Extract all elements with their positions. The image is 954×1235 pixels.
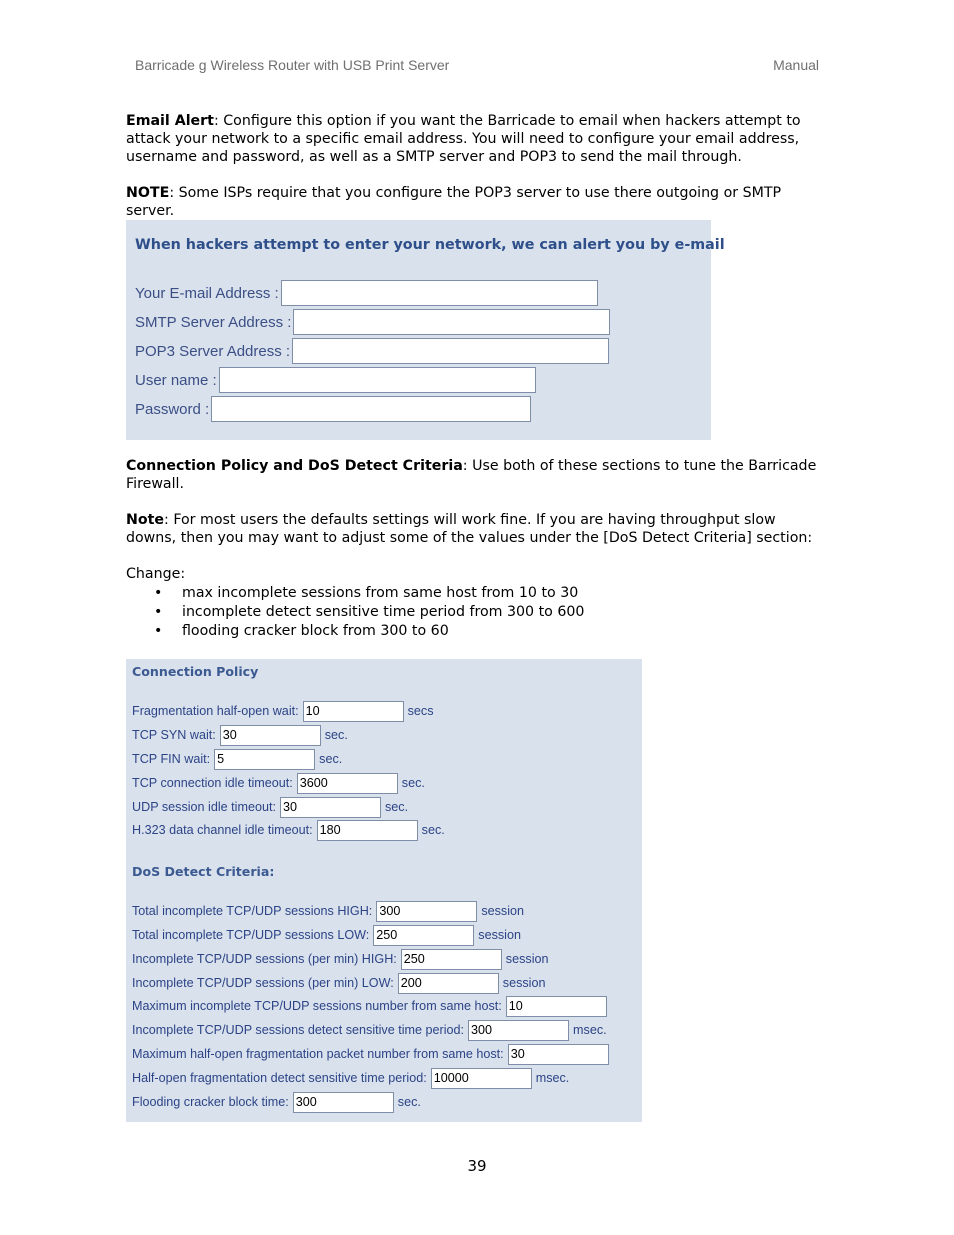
h323-idle-timeout-input[interactable]	[317, 820, 418, 841]
tcp-idle-timeout-unit: sec.	[401, 776, 425, 790]
dos-detect-title: DoS Detect Criteria:	[132, 864, 275, 879]
email-alert-term: Email Alert	[126, 113, 214, 129]
per-min-low-label: Incomplete TCP/UDP sessions (per min) LOW:	[132, 976, 394, 990]
h323-idle-timeout-row	[132, 819, 445, 841]
udp-idle-timeout-unit: sec.	[384, 800, 409, 814]
email-address-label: Your E-mail Address :	[135, 284, 279, 302]
fragmentation-wait-input[interactable]	[303, 701, 404, 722]
connection-policy-text: : Use both of these sections to tune the Barricade Firewall.	[126, 458, 817, 492]
pop3-server-input[interactable]	[292, 338, 609, 364]
note-defaults-term: Note	[126, 512, 165, 528]
total-incomplete-high-unit: session	[481, 904, 525, 918]
half-open-sensitive-period-input[interactable]	[431, 1068, 532, 1089]
half-open-sensitive-period-label: Half-open fragmentation detect sensitive time period:	[132, 1071, 427, 1085]
flooding-block-time-input[interactable]	[293, 1092, 394, 1113]
total-incomplete-low-input[interactable]	[373, 925, 474, 946]
total-incomplete-high-row	[132, 900, 524, 922]
connection-policy-term: Connection Policy and DoS Detect Criteria	[126, 458, 463, 474]
note-defaults-text: : For most users the defaults settings will work fine. If you are having throughput slow downs, then you may want to adjust some of the values under the [DoS Detect Criteria] section:	[126, 512, 813, 546]
pop3-server-row	[135, 338, 609, 364]
password-row	[135, 396, 531, 422]
user-name-row	[135, 367, 536, 393]
connection-policy-title: Connection Policy	[132, 664, 259, 679]
pop3-server-label: POP3 Server Address :	[135, 342, 291, 360]
total-incomplete-low-unit: session	[478, 928, 521, 942]
note-defaults-paragraph	[126, 511, 826, 547]
connection-policy-paragraph	[126, 457, 826, 493]
user-name-label: User name :	[135, 371, 217, 389]
per-min-high-input[interactable]	[401, 949, 502, 970]
email-alert-text: : Configure this option if you want the Barricade to email when hackers attempt to attack your network to a specific email address. You will need to configure your email address, username and password, as well as a SMTP server and POP3 to send the mail through.	[126, 113, 801, 165]
flooding-block-time-unit: sec.	[397, 1095, 421, 1109]
per-min-low-row	[132, 972, 545, 994]
tcp-idle-timeout-input[interactable]	[297, 773, 398, 794]
udp-idle-timeout-label: UDP session idle timeout:	[132, 800, 276, 814]
detect-sensitive-period-row	[132, 1019, 607, 1041]
fragmentation-wait-row	[132, 700, 434, 722]
tcp-syn-wait-input[interactable]	[220, 725, 321, 746]
change-label: Change:	[126, 566, 186, 582]
change-list	[126, 584, 726, 641]
flooding-block-time-label: Flooding cracker block time:	[132, 1095, 289, 1109]
max-half-open-same-host-row	[132, 1043, 613, 1065]
email-alert-paragraph	[126, 112, 826, 166]
total-incomplete-low-label: Total incomplete TCP/UDP sessions LOW:	[132, 928, 370, 942]
tcp-fin-wait-label: TCP FIN wait:	[132, 752, 211, 766]
total-incomplete-high-input[interactable]	[376, 901, 477, 922]
per-min-high-row	[132, 948, 549, 970]
email-alert-panel	[126, 220, 725, 440]
header-title: Barricade g Wireless Router with USB Print Server	[135, 57, 450, 73]
list-item: • incomplete detect sensitive time period from 300 to 600	[126, 603, 726, 622]
header-manual: Manual	[773, 57, 819, 73]
udp-idle-timeout-input[interactable]	[280, 797, 381, 818]
h323-idle-timeout-label: H.323 data channel idle timeout:	[132, 823, 313, 837]
flooding-block-time-row	[132, 1091, 421, 1113]
max-half-open-same-host-input[interactable]	[508, 1044, 609, 1065]
list-item: • flooding cracker block from 300 to 60	[126, 622, 726, 641]
max-half-open-same-host-label: Maximum half-open fragmentation packet number from same host:	[132, 1047, 504, 1061]
max-incomplete-same-host-label: Maximum incomplete TCP/UDP sessions number from same host:	[132, 999, 502, 1013]
note-text: : Some ISPs require that you configure the POP3 server to use there outgoing or SMTP server.	[126, 185, 782, 219]
email-address-row	[135, 280, 598, 306]
tcp-syn-wait-label: TCP SYN wait:	[132, 728, 216, 742]
udp-idle-timeout-row	[132, 796, 408, 818]
tcp-idle-timeout-label: TCP connection idle timeout:	[132, 776, 293, 790]
tcp-syn-wait-row	[132, 724, 348, 746]
tcp-idle-timeout-row	[132, 772, 425, 794]
detect-sensitive-period-label: Incomplete TCP/UDP sessions detect sensitive time period:	[132, 1023, 465, 1037]
detect-sensitive-period-unit: msec.	[573, 1023, 607, 1037]
password-input[interactable]	[211, 396, 531, 422]
smtp-server-row	[135, 309, 610, 335]
tcp-fin-wait-input[interactable]	[214, 749, 315, 770]
fragmentation-wait-unit: secs	[407, 704, 434, 718]
half-open-sensitive-period-row	[132, 1067, 569, 1089]
per-min-high-label: Incomplete TCP/UDP sessions (per min) HIGH:	[132, 952, 397, 966]
email-panel-title: When hackers attempt to enter your network, we can alert you by e-mail	[135, 237, 725, 253]
tcp-fin-wait-row	[132, 748, 342, 770]
note-pop3-paragraph	[126, 184, 826, 220]
password-label: Password :	[135, 400, 210, 418]
per-min-high-unit: session	[505, 952, 549, 966]
fragmentation-wait-label: Fragmentation half-open wait:	[132, 704, 299, 718]
h323-idle-timeout-unit: sec.	[421, 823, 445, 837]
connection-policy-panel	[126, 659, 642, 1122]
tcp-fin-wait-unit: sec.	[319, 752, 343, 766]
half-open-sensitive-period-unit: msec.	[535, 1071, 570, 1085]
smtp-server-input[interactable]	[293, 309, 610, 335]
email-address-input[interactable]	[281, 280, 598, 306]
max-incomplete-same-host-input[interactable]	[506, 996, 607, 1017]
note-term: NOTE	[126, 185, 170, 201]
max-incomplete-same-host-row	[132, 995, 611, 1017]
total-incomplete-high-label: Total incomplete TCP/UDP sessions HIGH:	[132, 904, 373, 918]
page-number: 39	[467, 1157, 487, 1175]
detect-sensitive-period-input[interactable]	[468, 1020, 569, 1041]
per-min-low-unit: session	[502, 976, 546, 990]
per-min-low-input[interactable]	[398, 973, 499, 994]
smtp-server-label: SMTP Server Address :	[135, 313, 292, 331]
user-name-input[interactable]	[219, 367, 536, 393]
list-item: • max incomplete sessions from same host from 10 to 30	[126, 584, 726, 603]
tcp-syn-wait-unit: sec.	[324, 728, 348, 742]
total-incomplete-low-row	[132, 924, 521, 946]
